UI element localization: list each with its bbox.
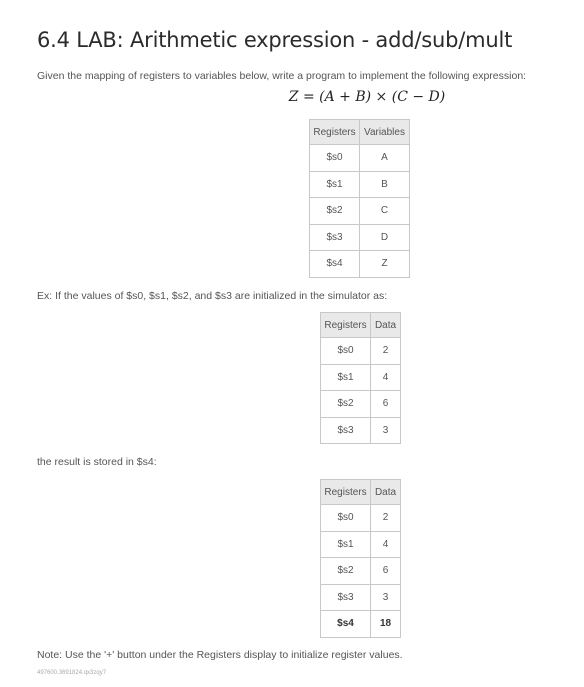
table-row (321, 391, 401, 418)
register-cell: $s0 (321, 505, 371, 532)
register-cell: $s1 (310, 171, 360, 198)
register-cell: $s1 (321, 531, 371, 558)
page-title: 6.4 LAB: Arithmetic expression - add/sub/mult (37, 28, 513, 52)
variable-cell: A (360, 145, 410, 172)
table-row (310, 198, 410, 225)
data-cell: 3 (371, 417, 401, 444)
register-cell: $s3 (321, 417, 371, 444)
data-cell: 4 (371, 364, 401, 391)
expression-formula (0, 89, 584, 105)
data-cell: 6 (371, 558, 401, 585)
init-table (320, 312, 401, 444)
register-cell: $s2 (310, 198, 360, 225)
table-row (321, 558, 401, 585)
table-row (321, 338, 401, 365)
table-row (321, 531, 401, 558)
variable-cell: C (360, 198, 410, 225)
lab-id-text: 497600.3691824.qx3zqy7 (37, 670, 107, 676)
table-row (321, 584, 401, 611)
register-cell: $s0 (310, 145, 360, 172)
register-cell: $s1 (321, 364, 371, 391)
mapping-table (309, 119, 410, 278)
data-cell: 6 (371, 391, 401, 418)
register-cell: $s4 (310, 251, 360, 278)
variable-cell: B (360, 171, 410, 198)
table-row (310, 171, 410, 198)
formula-times: × (375, 89, 388, 105)
register-cell: $s2 (321, 391, 371, 418)
table-row (310, 251, 410, 278)
formula-lhs: Z (288, 89, 299, 105)
example-text: Ex: If the values of $s0, $s1, $s2, and $s3 are initialized in the simulator as: (37, 290, 388, 302)
result-header-registers: Registers (321, 480, 371, 505)
init-header-data: Data (371, 313, 401, 338)
table-row (321, 611, 401, 638)
register-cell: $s3 (310, 224, 360, 251)
table-row (321, 364, 401, 391)
result-text: the result is stored in $s4: (37, 456, 157, 468)
result-table (320, 479, 401, 638)
formula-eq: = (302, 89, 315, 105)
data-cell: 2 (371, 505, 401, 532)
mapping-header-registers: Registers (310, 120, 360, 145)
init-header-registers: Registers (321, 313, 371, 338)
register-cell-result: $s4 (321, 611, 371, 638)
data-cell: 2 (371, 338, 401, 365)
intro-text: Given the mapping of registers to variables below, write a program to implement the following expression: (37, 70, 527, 82)
data-cell: 4 (371, 531, 401, 558)
register-cell: $s2 (321, 558, 371, 585)
data-cell-result: 18 (371, 611, 401, 638)
note-text: Note: Use the '+' button under the Registers display to initialize register values. (37, 649, 403, 661)
result-header-data: Data (371, 480, 401, 505)
formula-rhs-a: (A + B) (319, 89, 372, 105)
table-row (310, 145, 410, 172)
register-cell: $s0 (321, 338, 371, 365)
table-row (321, 505, 401, 532)
register-cell: $s3 (321, 584, 371, 611)
table-row (321, 417, 401, 444)
mapping-header-variables: Variables (360, 120, 410, 145)
formula-rhs-b: (C − D) (391, 89, 446, 105)
table-row (310, 224, 410, 251)
variable-cell: D (360, 224, 410, 251)
data-cell: 3 (371, 584, 401, 611)
variable-cell: Z (360, 251, 410, 278)
